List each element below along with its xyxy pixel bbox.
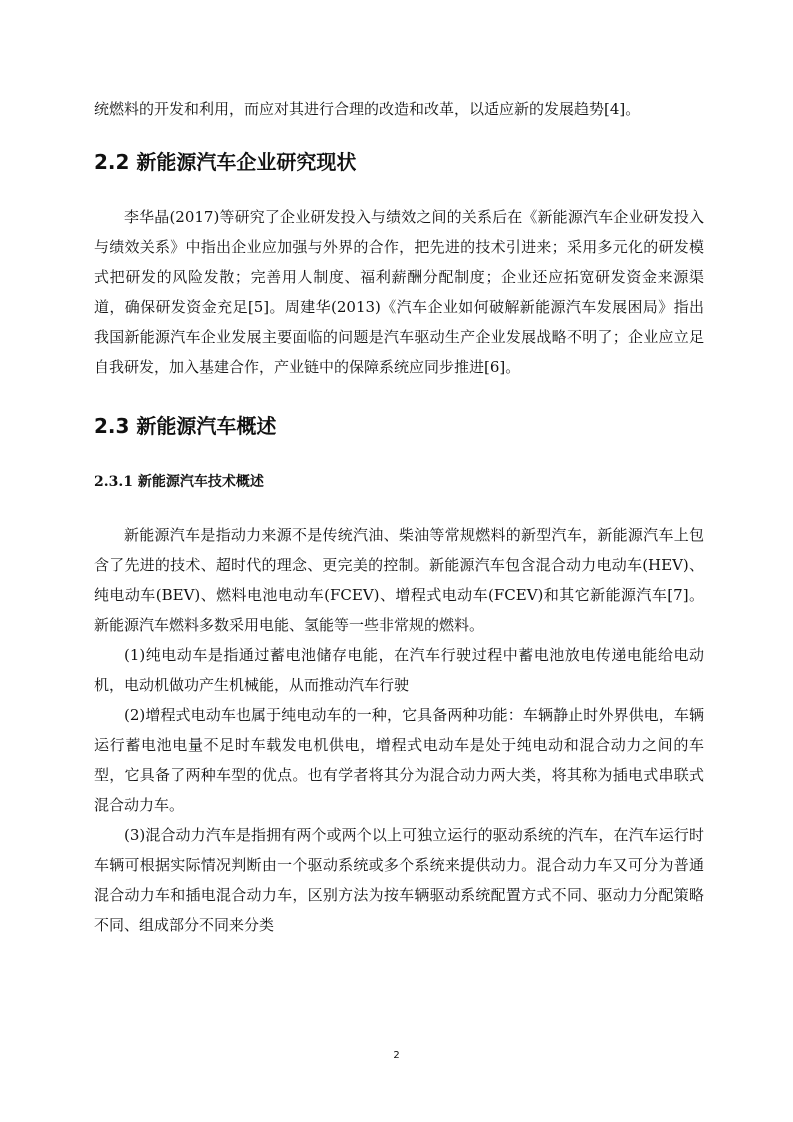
intro-continuation-paragraph: 统燃料的开发和利用，而应对其进行合理的改造和改革，以适应新的发展趋势[4]。 [94, 100, 641, 118]
list-item-2-paragraph: (2)增程式电动车也属于纯电动车的一种，它具备两种功能：车辆静止时外界供电，车辆运行蓄电池电量不足时车载发电机供电，增程式电动车是处于纯电动和混合动力之间的车型，它具备了两种车型的优点。也有学者将其分为混合动力两大类，将其称为插电式串联式混合动力车。 [94, 706, 704, 814]
list-item-1-paragraph: (1)纯电动车是指通过蓄电池储存电能，在汽车行驶过程中蓄电池放电传递电能给电动机，电动机做功产生机械能，从而推动汽车行驶 [94, 646, 704, 694]
section-2-3-main-paragraph: 新能源汽车是指动力来源不是传统汽油、柴油等常规燃料的新型汽车，新能源汽车上包含了先进的技术、超时代的理念、更完美的控制。新能源汽车包含混合动力电动车(HEV)、纯电动车(BEV)、燃料电池电动车(FCEV)、增程式电动车(FCEV)和其它新能源汽车[7]。新能源汽车燃料多数采用电能、氢能等一些非常规的燃料。 [94, 526, 704, 634]
list-item-3-paragraph: (3)混合动力汽车是指拥有两个或两个以上可独立运行的驱动系统的汽车，在汽车运行时车辆可根据实际情况判断由一个驱动系统或多个系统来提供动力。混合动力车又可分为普通混合动力车和插电混合动力车，区别方法为按车辆驱动系统配置方式不同、驱动力分配策略不同、组成部分不同来分类 [94, 826, 704, 934]
section-2-2-paragraph: 李华晶(2017)等研究了企业研发投入与绩效之间的关系后在《新能源汽车企业研发投入与绩效关系》中指出企业应加强与外界的合作，把先进的技术引进来；采用多元化的研发模式把研发的风险发散；完善用人制度、福利薪酬分配制度；企业还应拓宽研发资金来源渠道，确保研发资金充足[5]。周建华(2013)《汽车企业如何破解新能源汽车发展困局》指出我国新能源汽车企业发展主要面临的问题是汽车驱动生产企业发展战略不明了；企业应立足自我研发，加入基建合作，产业链中的保障系统应同步推进[6]。 [94, 208, 704, 376]
section-2-2-heading: 2.2 新能源汽车企业研究现状 [94, 150, 357, 174]
section-2-3-heading: 2.3 新能源汽车概述 [94, 414, 277, 438]
subsection-2-3-1-heading: 2.3.1 新能源汽车技术概述 [94, 474, 264, 490]
page-number: 2 [393, 1050, 400, 1061]
